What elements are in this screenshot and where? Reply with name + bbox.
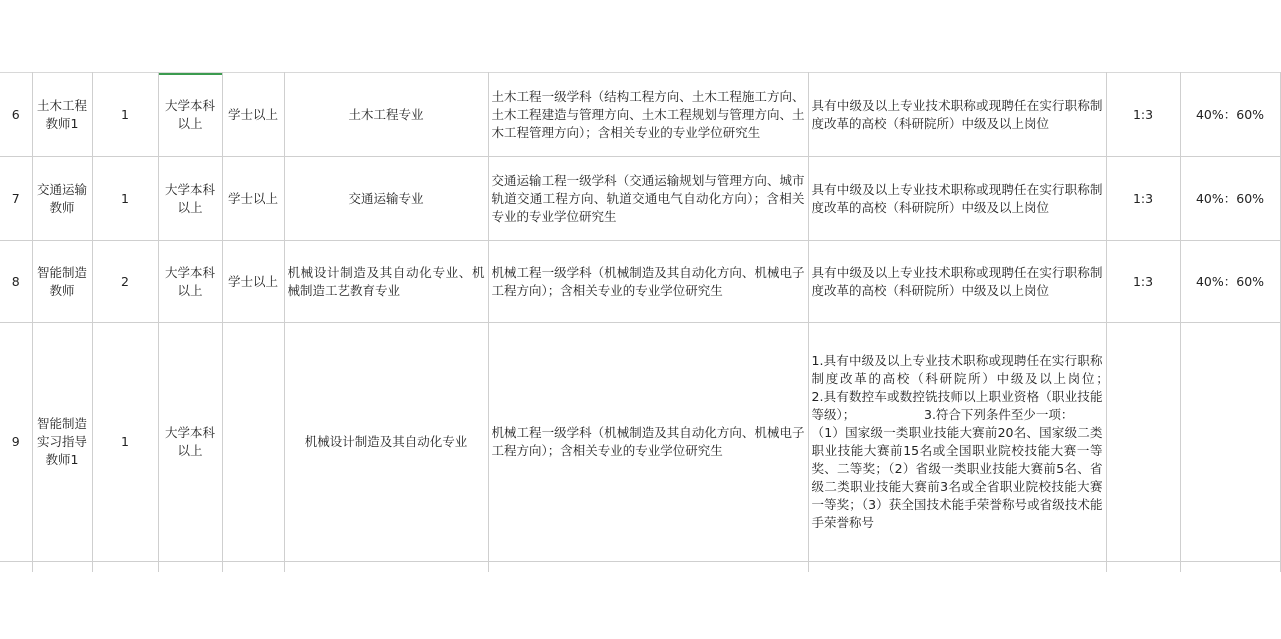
grad-major-cell[interactable]: 机械工程一级学科（机械制造及其自动化方向、机械电子工程方向）；含相关专业的专业学位研究生 <box>488 241 808 323</box>
undergrad-major-cell[interactable]: 机械设计制造及其自动化专业、机械制造工艺教育专业 <box>284 241 488 323</box>
row-number-cell[interactable]: 9 <box>0 323 32 562</box>
education-cell[interactable]: 大学本科以上 <box>158 323 222 562</box>
undergrad-major-cell[interactable]: 土木工程专业 <box>284 73 488 157</box>
undergrad-major-cell[interactable]: 交通运输专业 <box>284 157 488 241</box>
empty-cell[interactable] <box>1106 562 1180 572</box>
education-cell[interactable]: 大学本科以上 <box>158 241 222 323</box>
table-row <box>0 73 1280 157</box>
weight-cell[interactable]: 40%：60% <box>1180 157 1280 241</box>
empty-cell[interactable] <box>488 562 808 572</box>
empty-cell[interactable] <box>32 562 92 572</box>
grad-major-cell[interactable]: 土木工程一级学科（结构工程方向、土木工程施工方向、土木工程建造与管理方向、土木工程规划与管理方向、土木工程管理方向）；含相关专业的专业学位研究生 <box>488 73 808 157</box>
ratio-cell[interactable]: 1:3 <box>1106 241 1180 323</box>
empty-cell[interactable] <box>1180 562 1280 572</box>
row-number-cell[interactable]: 7 <box>0 157 32 241</box>
degree-cell[interactable]: 学士以上 <box>222 157 284 241</box>
position-name-cell[interactable]: 智能制造教师 <box>32 241 92 323</box>
blank-top-area <box>0 0 1280 72</box>
ratio-cell[interactable]: 1:3 <box>1106 73 1180 157</box>
grad-major-cell[interactable]: 机械工程一级学科（机械制造及其自动化方向、机械电子工程方向）；含相关专业的专业学位研究生 <box>488 323 808 562</box>
recruitment-table <box>0 72 1281 572</box>
empty-cell[interactable] <box>92 562 158 572</box>
position-name-cell[interactable]: 交通运输教师 <box>32 157 92 241</box>
hiring-count-cell[interactable]: 1 <box>92 73 158 157</box>
hiring-count-cell[interactable]: 2 <box>92 241 158 323</box>
row-number-cell[interactable]: 6 <box>0 73 32 157</box>
education-cell-selected[interactable]: 大学本科以上 <box>158 73 222 157</box>
degree-cell[interactable] <box>222 323 284 562</box>
undergrad-major-cell[interactable]: 机械设计制造及其自动化专业 <box>284 323 488 562</box>
position-name-cell[interactable]: 智能制造实习指导教师1 <box>32 323 92 562</box>
education-cell[interactable]: 大学本科以上 <box>158 157 222 241</box>
table-row <box>0 323 1280 562</box>
grad-major-cell[interactable]: 交通运输工程一级学科（交通运输规划与管理方向、城市轨道交通工程方向、轨道交通电气自动化方向）；含相关专业的专业学位研究生 <box>488 157 808 241</box>
table-row <box>0 157 1280 241</box>
requirement-cell[interactable]: 具有中级及以上专业技术职称或现聘任在实行职称制度改革的高校（科研院所）中级及以上岗位 <box>808 157 1106 241</box>
degree-cell[interactable]: 学士以上 <box>222 241 284 323</box>
ratio-cell[interactable] <box>1106 323 1180 562</box>
requirement-cell[interactable]: 具有中级及以上专业技术职称或现聘任在实行职称制度改革的高校（科研院所）中级及以上岗位 <box>808 241 1106 323</box>
empty-cell[interactable] <box>808 562 1106 572</box>
row-number-cell[interactable]: 8 <box>0 241 32 323</box>
ratio-cell[interactable]: 1:3 <box>1106 157 1180 241</box>
weight-cell[interactable]: 40%：60% <box>1180 73 1280 157</box>
hiring-count-cell[interactable]: 1 <box>92 157 158 241</box>
table-row-partial <box>0 562 1280 572</box>
requirement-cell[interactable]: 1.具有中级及以上专业技术职称或现聘任在实行职称制度改革的高校（科研院所）中级及以上岗位； 2.具有数控车或数控铣技师以上职业资格（职业技能等级）； 3.符合下列条件至少一项： （1）国家级一类职业技能大赛前20名、国家级二类职业技能大赛前15名或全国职业院校技能大赛一等奖、二等奖；（2）省级一类职业技能大赛前5名、省级二类职业技能大赛前3名或全省职业院校技能大赛一等奖；（3）获全国技术能手荣誉称号或省级技术能手荣誉称号 <box>808 323 1106 562</box>
degree-cell[interactable]: 学士以上 <box>222 73 284 157</box>
weight-cell[interactable] <box>1180 323 1280 562</box>
empty-cell[interactable] <box>0 562 32 572</box>
table-row <box>0 241 1280 323</box>
hiring-count-cell[interactable]: 1 <box>92 323 158 562</box>
empty-cell[interactable] <box>158 562 222 572</box>
weight-cell[interactable]: 40%：60% <box>1180 241 1280 323</box>
empty-cell[interactable] <box>284 562 488 572</box>
requirement-cell[interactable]: 具有中级及以上专业技术职称或现聘任在实行职称制度改革的高校（科研院所）中级及以上岗位 <box>808 73 1106 157</box>
empty-cell[interactable] <box>222 562 284 572</box>
position-name-cell[interactable]: 土木工程教师1 <box>32 73 92 157</box>
